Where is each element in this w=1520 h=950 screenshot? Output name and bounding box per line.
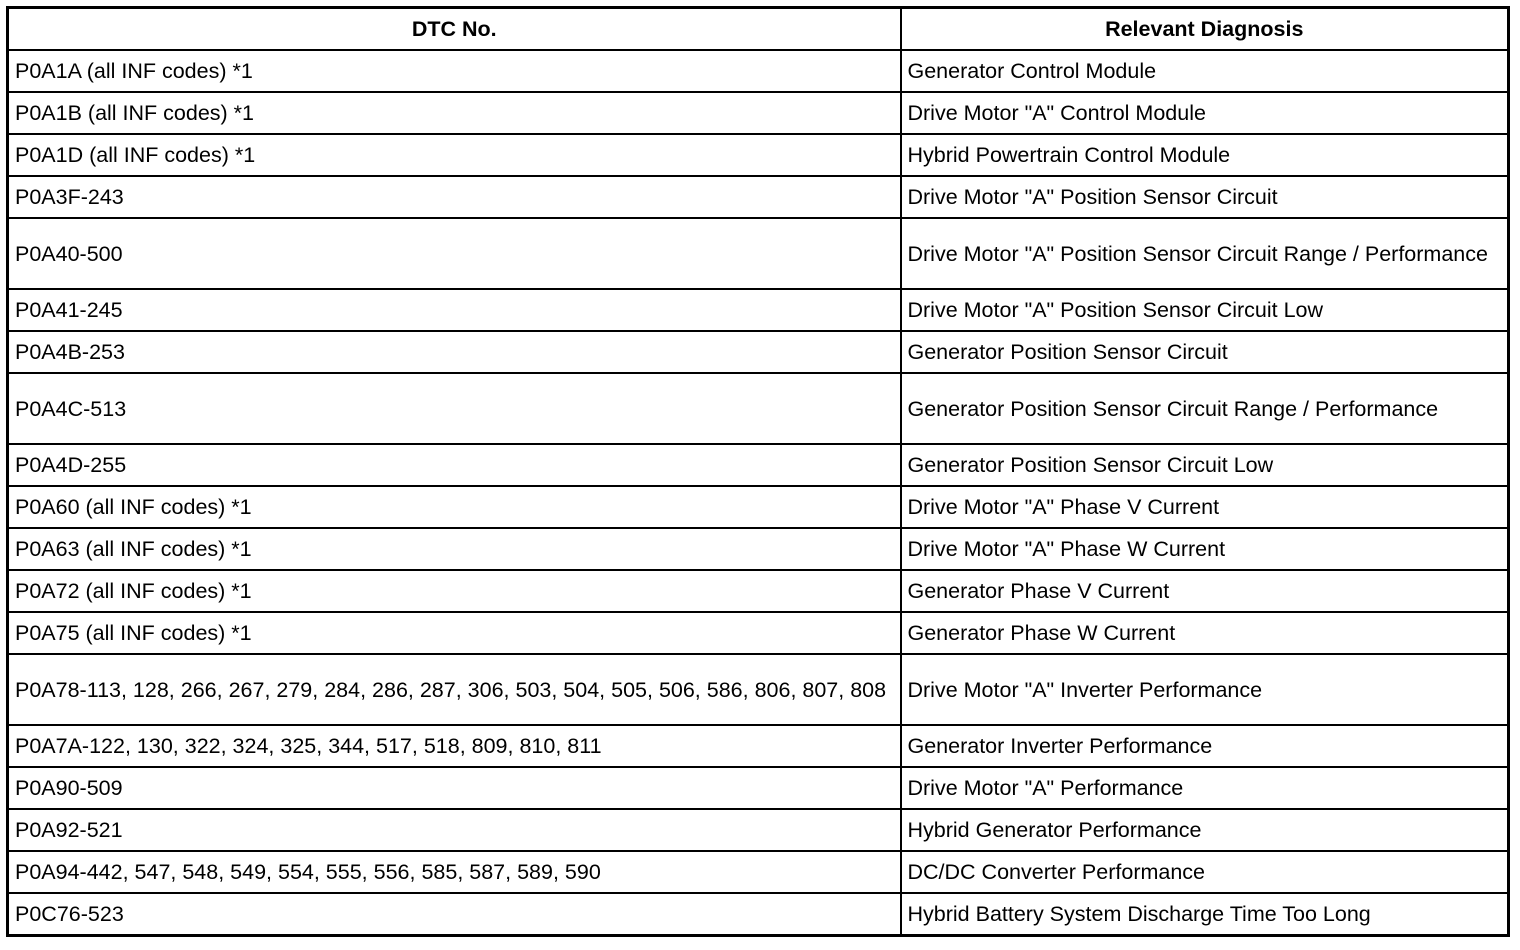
table-header-row [8, 8, 1509, 51]
dtc-cell: P0A4C-513 [8, 373, 901, 444]
table-row [8, 654, 1509, 725]
dtc-cell: P0A1B (all INF codes) *1 [8, 92, 901, 134]
table-row [8, 134, 1509, 176]
diagnosis-cell: Drive Motor "A" Control Module [901, 92, 1509, 134]
table-row [8, 612, 1509, 654]
dtc-cell: P0A90-509 [8, 767, 901, 809]
diagnosis-cell: Drive Motor "A" Phase V Current [901, 486, 1509, 528]
dtc-cell: P0A40-500 [8, 218, 901, 289]
dtc-cell: P0A3F-243 [8, 176, 901, 218]
dtc-cell: P0A94-442, 547, 548, 549, 554, 555, 556, 585, 587, 589, 590 [8, 851, 901, 893]
diagnosis-cell: Hybrid Battery System Discharge Time Too Long [901, 893, 1509, 935]
diagnosis-cell: Drive Motor "A" Position Sensor Circuit Range / Performance [901, 218, 1509, 289]
diagnosis-cell: Generator Phase W Current [901, 612, 1509, 654]
table-row [8, 528, 1509, 570]
diagnosis-cell: Generator Position Sensor Circuit Low [901, 444, 1509, 486]
dtc-cell: P0A75 (all INF codes) *1 [8, 612, 901, 654]
diagnosis-cell: Generator Control Module [901, 50, 1509, 92]
dtc-cell: P0A4D-255 [8, 444, 901, 486]
dtc-cell: P0A4B-253 [8, 331, 901, 373]
table-row [8, 218, 1509, 289]
dtc-cell: P0A63 (all INF codes) *1 [8, 528, 901, 570]
table-row [8, 851, 1509, 893]
diagnosis-cell: Drive Motor "A" Position Sensor Circuit [901, 176, 1509, 218]
table-row [8, 92, 1509, 134]
dtc-cell: P0A41-245 [8, 289, 901, 331]
dtc-cell: P0A60 (all INF codes) *1 [8, 486, 901, 528]
table-row [8, 570, 1509, 612]
diagnosis-cell: Generator Position Sensor Circuit Range / Performance [901, 373, 1509, 444]
diagnosis-cell: Drive Motor "A" Inverter Performance [901, 654, 1509, 725]
diagnosis-cell: Drive Motor "A" Performance [901, 767, 1509, 809]
table-row [8, 486, 1509, 528]
dtc-table-container [6, 6, 1507, 937]
dtc-cell: P0A92-521 [8, 809, 901, 851]
column-header-diagnosis: Relevant Diagnosis [901, 8, 1509, 51]
dtc-cell: P0A1D (all INF codes) *1 [8, 134, 901, 176]
table-row [8, 50, 1509, 92]
diagnosis-cell: Drive Motor "A" Phase W Current [901, 528, 1509, 570]
dtc-cell: P0A72 (all INF codes) *1 [8, 570, 901, 612]
dtc-cell: P0A78-113, 128, 266, 267, 279, 284, 286, 287, 306, 503, 504, 505, 506, 586, 806, 807, 808 [8, 654, 901, 725]
table-row [8, 725, 1509, 767]
diagnosis-cell: Drive Motor "A" Position Sensor Circuit Low [901, 289, 1509, 331]
table-row [8, 331, 1509, 373]
table-row [8, 444, 1509, 486]
dtc-cell: P0C76-523 [8, 893, 901, 935]
diagnosis-cell: Hybrid Powertrain Control Module [901, 134, 1509, 176]
table-row [8, 767, 1509, 809]
table-row [8, 893, 1509, 935]
table-row [8, 176, 1509, 218]
dtc-cell: P0A1A (all INF codes) *1 [8, 50, 901, 92]
diagnosis-cell: DC/DC Converter Performance [901, 851, 1509, 893]
diagnosis-cell: Generator Phase V Current [901, 570, 1509, 612]
dtc-table [6, 6, 1510, 937]
diagnosis-cell: Generator Inverter Performance [901, 725, 1509, 767]
diagnosis-cell: Hybrid Generator Performance [901, 809, 1509, 851]
table-row [8, 289, 1509, 331]
dtc-cell: P0A7A-122, 130, 322, 324, 325, 344, 517, 518, 809, 810, 811 [8, 725, 901, 767]
table-row [8, 809, 1509, 851]
diagnosis-cell: Generator Position Sensor Circuit [901, 331, 1509, 373]
table-row [8, 373, 1509, 444]
column-header-dtc: DTC No. [8, 8, 901, 51]
